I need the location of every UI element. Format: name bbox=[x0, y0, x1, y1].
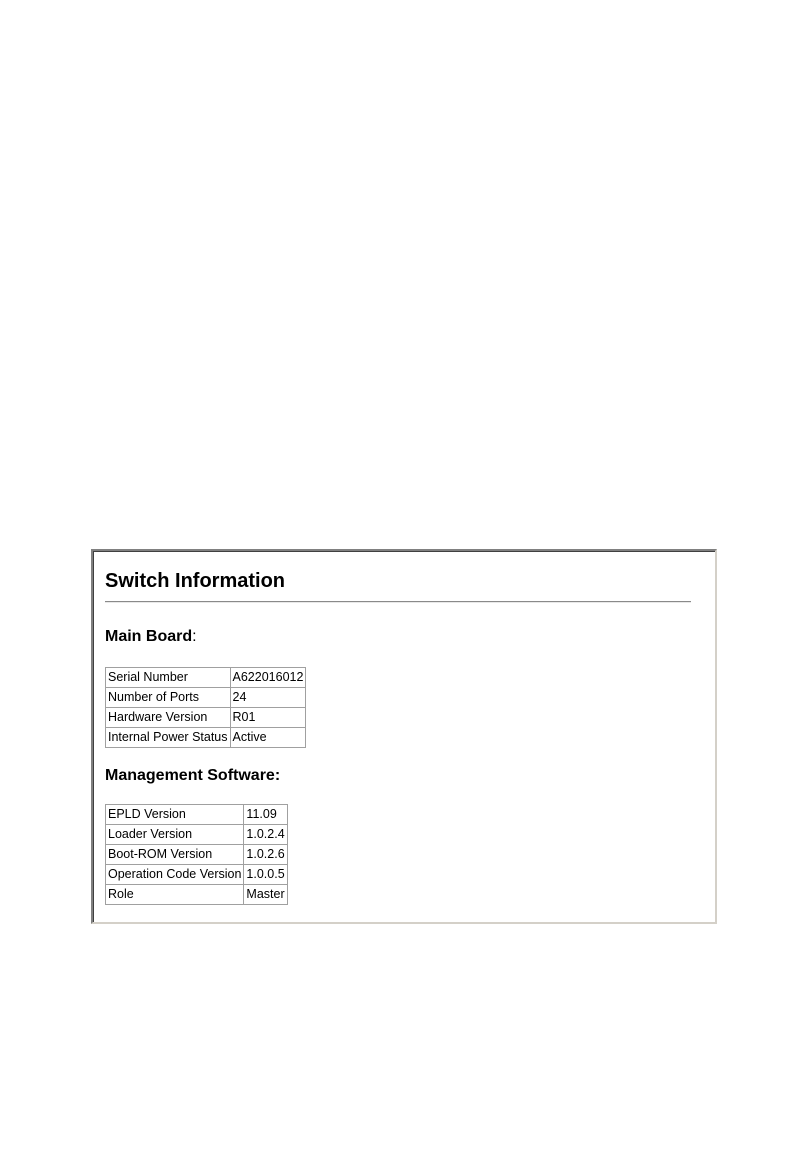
row-label: Role bbox=[106, 885, 244, 905]
table-row bbox=[106, 865, 288, 885]
row-label: Internal Power Status bbox=[106, 728, 231, 748]
row-value: R01 bbox=[230, 708, 306, 728]
row-label: Serial Number bbox=[106, 668, 231, 688]
row-label: EPLD Version bbox=[106, 805, 244, 825]
row-label: Loader Version bbox=[106, 825, 244, 845]
row-label: Operation Code Version bbox=[106, 865, 244, 885]
row-value: 1.0.2.6 bbox=[244, 845, 287, 865]
page-title: Switch Information bbox=[105, 570, 285, 592]
table-row bbox=[106, 728, 306, 748]
table-row bbox=[106, 708, 306, 728]
switch-information-panel bbox=[91, 549, 717, 924]
row-value: 1.0.2.4 bbox=[244, 825, 287, 845]
row-label: Hardware Version bbox=[106, 708, 231, 728]
row-value: 24 bbox=[230, 688, 306, 708]
table-row bbox=[106, 688, 306, 708]
title-divider bbox=[105, 601, 691, 603]
row-value: 1.0.0.5 bbox=[244, 865, 287, 885]
row-value: Master bbox=[244, 885, 287, 905]
table-row bbox=[106, 668, 306, 688]
main-board-table bbox=[105, 667, 306, 748]
table-row bbox=[106, 885, 288, 905]
table-row bbox=[106, 845, 288, 865]
table-row bbox=[106, 825, 288, 845]
main-board-heading bbox=[105, 627, 691, 647]
row-value: 11.09 bbox=[244, 805, 287, 825]
table-row bbox=[106, 805, 288, 825]
management-software-table bbox=[105, 804, 288, 905]
panel-content bbox=[105, 569, 691, 905]
management-software-heading: Management Software: bbox=[105, 767, 281, 784]
main-board-heading-colon: : bbox=[192, 628, 197, 645]
row-label: Boot-ROM Version bbox=[106, 845, 244, 865]
main-board-heading-text: Main Board bbox=[105, 628, 193, 645]
row-value: Active bbox=[230, 728, 306, 748]
row-value: A622016012 bbox=[230, 668, 306, 688]
row-label: Number of Ports bbox=[106, 688, 231, 708]
